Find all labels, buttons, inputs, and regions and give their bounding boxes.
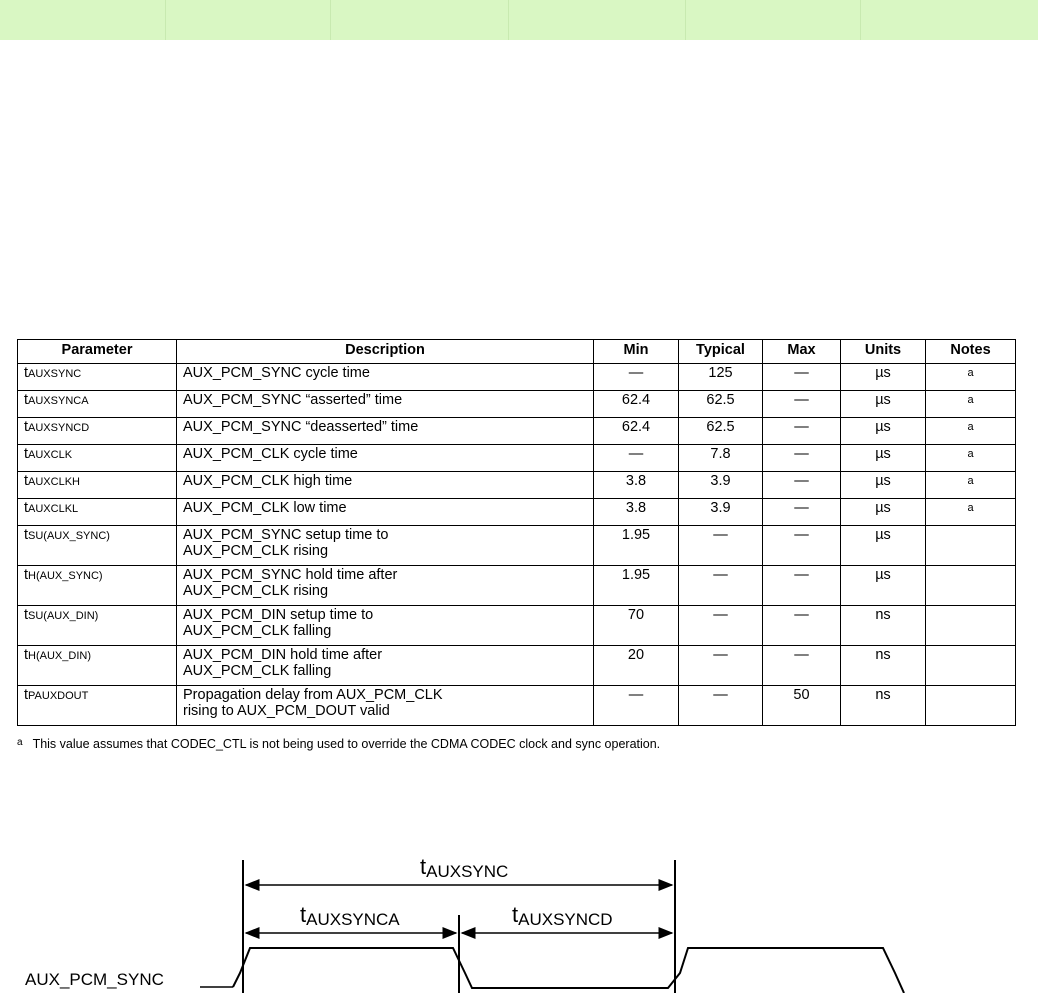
cell-max: — <box>763 364 841 391</box>
header-max: Max <box>763 340 841 364</box>
span-deasserted-label: tAUXSYNCD <box>512 902 613 929</box>
param-symbol: t <box>24 473 29 489</box>
param-subscript: AUXCLKH <box>28 476 80 488</box>
cell-parameter <box>18 472 177 499</box>
header-typical: Typical <box>679 340 763 364</box>
footnote-mark: a <box>17 737 23 748</box>
param-subscript: SU(AUX_DIN) <box>28 610 99 622</box>
cell-min: 62.4 <box>594 418 679 445</box>
cell-notes <box>926 646 1016 686</box>
cell-min: 1.95 <box>594 566 679 606</box>
cell-parameter <box>18 646 177 686</box>
cell-typical: 7.8 <box>679 445 763 472</box>
cell-max: — <box>763 526 841 566</box>
cell-units: ns <box>841 686 926 726</box>
cell-typical: — <box>679 646 763 686</box>
cell-description: AUX_PCM_SYNC cycle time <box>177 364 594 391</box>
cell-units: µs <box>841 418 926 445</box>
header-notes: Notes <box>926 340 1016 364</box>
cell-description: AUX_PCM_CLK high time <box>177 472 594 499</box>
cell-description: AUX_PCM_CLK low time <box>177 499 594 526</box>
table-row <box>18 566 1016 606</box>
cell-min: — <box>594 364 679 391</box>
header-band-divider <box>685 0 686 40</box>
cell-min: 70 <box>594 606 679 646</box>
cell-notes: a <box>926 364 1016 391</box>
header-units: Units <box>841 340 926 364</box>
cell-units: µs <box>841 566 926 606</box>
header-band-divider <box>508 0 509 40</box>
param-subscript: SU(AUX_SYNC) <box>28 530 110 542</box>
cell-max: 50 <box>763 686 841 726</box>
cell-parameter <box>18 445 177 472</box>
aux-pcm-sync-waveform <box>233 948 904 993</box>
param-subscript: H(AUX_SYNC) <box>28 570 103 582</box>
cell-notes: a <box>926 472 1016 499</box>
cell-notes: a <box>926 391 1016 418</box>
header-band-divider <box>330 0 331 40</box>
cell-description: Propagation delay from AUX_PCM_CLK rising to AUX_PCM_DOUT valid <box>177 686 594 726</box>
param-symbol: t <box>24 392 29 408</box>
cell-description: AUX_PCM_SYNC “asserted” time <box>177 391 594 418</box>
cell-typical: 62.5 <box>679 418 763 445</box>
param-subscript: AUXCLKL <box>28 503 79 515</box>
param-subscript: AUXSYNCD <box>28 422 90 434</box>
cell-units: µs <box>841 391 926 418</box>
header-band-divider <box>165 0 166 40</box>
header-min: Min <box>594 340 679 364</box>
cell-min: 3.8 <box>594 472 679 499</box>
header-band <box>0 0 1038 40</box>
cell-units: µs <box>841 364 926 391</box>
cell-min: 3.8 <box>594 499 679 526</box>
cell-notes: a <box>926 445 1016 472</box>
param-subscript: AUXSYNCA <box>28 395 89 407</box>
table-footnote <box>17 737 660 751</box>
param-symbol: t <box>24 687 29 703</box>
header-band-divider <box>860 0 861 40</box>
cell-units: µs <box>841 526 926 566</box>
cell-max: — <box>763 646 841 686</box>
timing-parameters-table <box>17 339 1016 726</box>
param-symbol: t <box>24 419 29 435</box>
cell-min: 20 <box>594 646 679 686</box>
cell-typical: 3.9 <box>679 472 763 499</box>
aux-pcm-sync-timing-diagram <box>0 840 1038 993</box>
param-symbol: t <box>24 446 29 462</box>
cell-max: — <box>763 606 841 646</box>
param-symbol: t <box>24 365 29 381</box>
table-row <box>18 526 1016 566</box>
table-row <box>18 391 1016 418</box>
signal-label-aux-pcm-sync: AUX_PCM_SYNC <box>25 970 164 989</box>
cell-parameter <box>18 566 177 606</box>
cell-max: — <box>763 566 841 606</box>
cell-parameter <box>18 499 177 526</box>
header-description: Description <box>177 340 594 364</box>
cell-min: 1.95 <box>594 526 679 566</box>
cell-parameter <box>18 418 177 445</box>
cell-notes <box>926 606 1016 646</box>
table-row <box>18 606 1016 646</box>
cell-units: ns <box>841 646 926 686</box>
span-asserted-label: tAUXSYNCA <box>300 902 400 929</box>
header-parameter: Parameter <box>18 340 177 364</box>
cell-max: — <box>763 445 841 472</box>
cell-notes: a <box>926 499 1016 526</box>
cell-typical: — <box>679 566 763 606</box>
cell-parameter <box>18 686 177 726</box>
cell-parameter <box>18 364 177 391</box>
table-row <box>18 418 1016 445</box>
param-symbol: t <box>24 607 29 623</box>
table-row <box>18 499 1016 526</box>
table-row <box>18 686 1016 726</box>
cell-description: AUX_PCM_SYNC “deasserted” time <box>177 418 594 445</box>
param-symbol: t <box>24 647 29 663</box>
cell-notes <box>926 526 1016 566</box>
param-symbol: t <box>24 500 29 516</box>
cell-max: — <box>763 391 841 418</box>
cell-description: AUX_PCM_DIN setup time to AUX_PCM_CLK falling <box>177 606 594 646</box>
cell-min: 62.4 <box>594 391 679 418</box>
cell-units: µs <box>841 445 926 472</box>
cell-parameter <box>18 606 177 646</box>
param-subscript: AUXSYNC <box>28 368 82 380</box>
cell-units: µs <box>841 472 926 499</box>
cell-typical: 125 <box>679 364 763 391</box>
cell-min: — <box>594 686 679 726</box>
table-row <box>18 472 1016 499</box>
cell-typical: — <box>679 686 763 726</box>
cell-parameter <box>18 391 177 418</box>
cell-units: ns <box>841 606 926 646</box>
table-row <box>18 646 1016 686</box>
cell-max: — <box>763 418 841 445</box>
cell-min: — <box>594 445 679 472</box>
table-row <box>18 445 1016 472</box>
cell-description: AUX_PCM_CLK cycle time <box>177 445 594 472</box>
cell-notes: a <box>926 418 1016 445</box>
cell-description: AUX_PCM_SYNC hold time after AUX_PCM_CLK rising <box>177 566 594 606</box>
cell-typical: — <box>679 606 763 646</box>
span-total-label: tAUXSYNC <box>420 854 509 881</box>
table-header-row <box>18 340 1016 364</box>
cell-description: AUX_PCM_DIN hold time after AUX_PCM_CLK falling <box>177 646 594 686</box>
cell-max: — <box>763 472 841 499</box>
param-subscript: PAUXDOUT <box>28 690 89 702</box>
param-subscript: H(AUX_DIN) <box>28 650 91 662</box>
cell-typical: 3.9 <box>679 499 763 526</box>
table-row <box>18 364 1016 391</box>
param-subscript: AUXCLK <box>28 449 73 461</box>
param-symbol: t <box>24 567 29 583</box>
cell-notes <box>926 686 1016 726</box>
footnote-text: This value assumes that CODEC_CTL is not being used to override the CDMA CODEC clock and sync operation. <box>32 737 661 751</box>
cell-description: AUX_PCM_SYNC setup time to AUX_PCM_CLK rising <box>177 526 594 566</box>
cell-typical: 62.5 <box>679 391 763 418</box>
cell-typical: — <box>679 526 763 566</box>
cell-units: µs <box>841 499 926 526</box>
param-symbol: t <box>24 527 29 543</box>
cell-max: — <box>763 499 841 526</box>
cell-parameter <box>18 526 177 566</box>
cell-notes <box>926 566 1016 606</box>
